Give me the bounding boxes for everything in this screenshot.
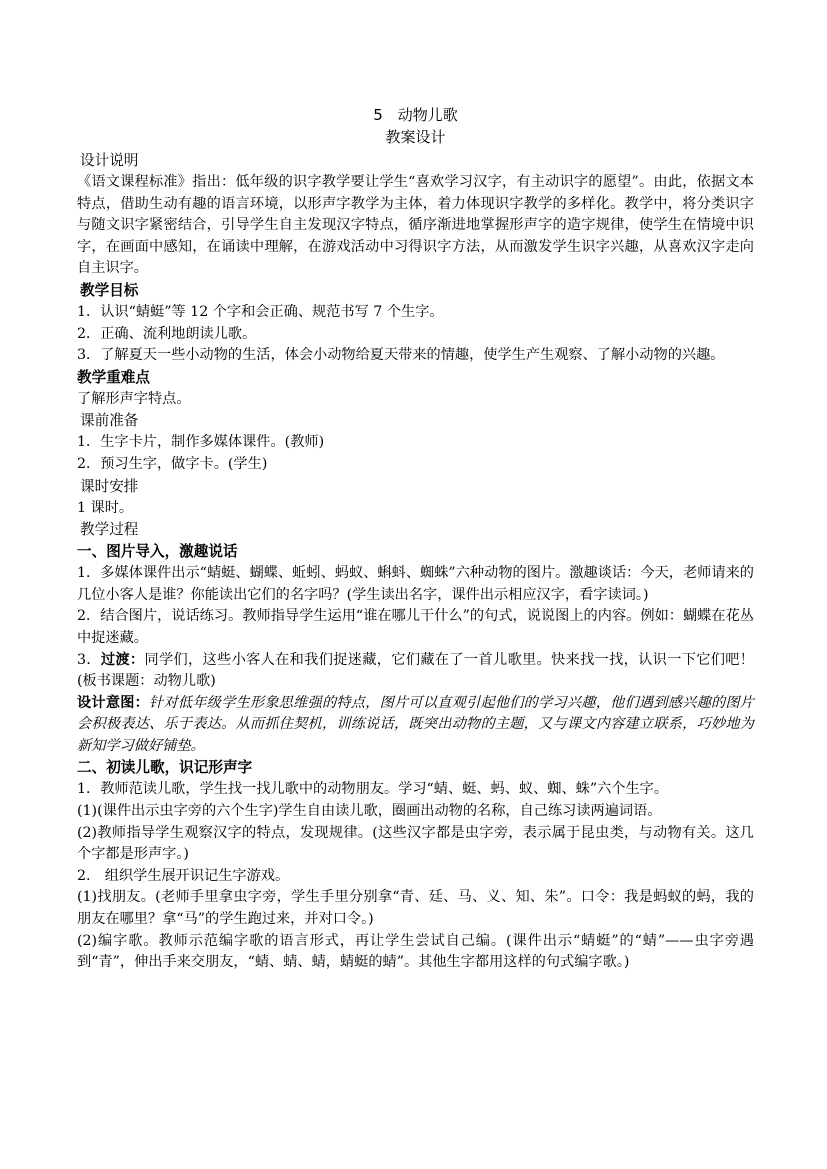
- part2-heading: 二、初读儿歌，识记形声字: [77, 759, 253, 777]
- design-note-heading: 设计说明: [80, 152, 139, 169]
- lesson-plan-document: [77, 104, 754, 974]
- document-subtitle: 教案设计: [385, 128, 446, 146]
- part1-heading: 一、图片导入，激趣说话: [77, 543, 238, 561]
- goal-item: 1．认识“蜻蜓”等 12 个字和会正确、规范书写 7 个生字。: [77, 303, 444, 320]
- transition-number: 3．: [77, 651, 101, 668]
- design-intent-label: 设计意图：: [77, 694, 150, 711]
- design-intent: [77, 693, 754, 758]
- hours-heading: 课时安排: [80, 477, 139, 495]
- part2-paragraph: 1．教师范读儿歌，学生找一找儿歌中的动物朋友。学习“蜻、蜓、蚂、蚁、蜘、蛛”六个生字。: [77, 781, 669, 798]
- transition-body: 同学们，这些小客人在和我们捉迷藏，它们藏在了一首儿歌里。快来找一找，认识一下它们吧！(板书课题：动物儿歌): [77, 651, 754, 690]
- preparation-item: 1．生字卡片，制作多媒体课件。(教师): [77, 434, 325, 451]
- part1-paragraph-transition: [77, 650, 754, 693]
- key-points-body: 了解形声字特点。: [77, 390, 191, 407]
- transition-label: 过渡：: [100, 651, 145, 668]
- design-intent-body: 针对低年级学生形象思维强的特点，图片可以直观引起他们的学习兴趣，他们遇到感兴趣的图片会积极表达、乐于表达。从而抓住契机，训练说话，既突出动物的主题，又与课文内容建立联系，巧妙地为新知学习做好铺垫。: [77, 694, 754, 754]
- part2-paragraph: (1)(课件出示虫字旁的六个生字)学生自由读儿歌，圈画出动物的名称，自己练习读两遍词语。: [77, 803, 662, 820]
- goals-heading: 教学目标: [80, 281, 139, 299]
- hours-body: 1 课时。: [77, 499, 134, 516]
- process-heading: 教学过程: [80, 521, 139, 539]
- part1-paragraph: 2．结合图片，说话练习。教师指导学生运用“谁在哪儿干什么”的句式，说说图上的内容。例如：蝴蝶在花丛中捉迷藏。: [77, 608, 754, 646]
- preparation-heading: 课前准备: [80, 412, 139, 430]
- goal-item: 2．正确、流利地朗读儿歌。: [77, 325, 257, 342]
- goal-item: 3．了解夏天一些小动物的生活，体会小动物给夏天带来的情趣，使学生产生观察、了解小动物的兴趣。: [77, 347, 725, 364]
- part2-paragraph: 2. 组织学生展开识记生字游戏。: [77, 867, 290, 884]
- document-title: 5 动物儿歌: [373, 106, 458, 124]
- part2-paragraph: (2)教师指导学生观察汉字的特点，发现规律。(这些汉字都是虫字旁，表示属于昆虫类，与动物有关。这几个字都是形声字。): [77, 824, 754, 863]
- design-note-body: 《语文课程标准》指出：低年级的识字教学要让学生“喜欢学习汉字，有主动识字的愿望”。由此，依据文本特点，借助生动有趣的语言环境，以形声字教学为主体，着力体现识字教学的多样化。教学中，将分类识字与随文识字紧密结合，引导学生自主发现汉字特点，循序渐进地掌握形声字的造字规律，使学生在情境中识字，在画面中感知，在诵读中理解，在游戏活动中习得识字方法，从而激发学生识字兴趣，从喜欢汉字走向自主识字。: [77, 174, 754, 277]
- preparation-item: 2．预习生字，做字卡。(学生): [77, 455, 268, 472]
- key-points-heading: 教学重难点: [77, 368, 150, 386]
- part1-paragraph: 1．多媒体课件出示“蜻蜓、蝴蝶、蚯蚓、蚂蚁、蝌蚪、蜘蛛”六种动物的图片。激趣谈话：今天，老师请来的几位小客人是谁？你能读出它们的名字吗？(学生读出名字，课件出示相应汉字，看字读词。): [77, 565, 754, 603]
- part2-paragraph: (1)找朋友。(老师手里拿虫字旁，学生手里分别拿“青、廷、马、义、知、朱”。口令：我是蚂蚁的蚂，我的朋友在哪里？拿“马”的学生跑过来，并对口令。): [77, 889, 754, 928]
- part2-paragraph: (2)编字歌。教师示范编字歌的语言形式，再让学生尝试自己编。(课件出示“蜻蜓”的“蜻”——虫字旁遇到“青”，伸出手来交朋友，“蜻、蜻、蜻，蜻蜓的蜻”。其他生字都用这样的句式编字歌。): [77, 932, 754, 971]
